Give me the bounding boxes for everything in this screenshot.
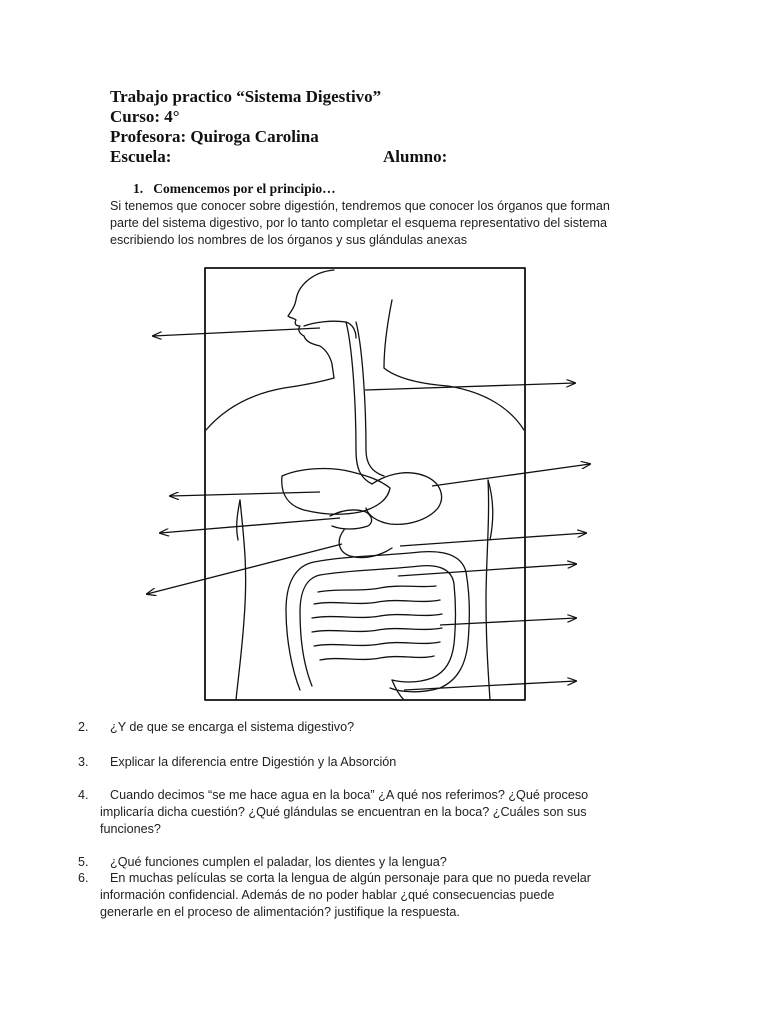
intro-line: Si tenemos que conocer sobre digestión, tendremos que conocer los órganos que forman (110, 199, 610, 213)
question-4 (0, 787, 768, 839)
stomach (366, 473, 442, 525)
question-number: 4. (78, 788, 89, 802)
teacher-label: Profesora: Quiroga Carolina (110, 127, 319, 146)
intro-line: escribiendo los nombres de los órganos y sus glándulas anexas (110, 233, 468, 247)
label-arrow-liver (170, 492, 320, 496)
label-arrow-stomach (432, 464, 590, 486)
duodenum (339, 530, 392, 558)
course-label: Curso: 4° (110, 107, 180, 126)
label-arrow-mouth (153, 328, 320, 336)
question-text: generarle en el proceso de alimentación? justifique la respuesta. (100, 905, 460, 919)
esophagus (356, 322, 384, 476)
neck-line (384, 300, 392, 368)
question-text: información confidencial. Además de no poder hablar ¿qué consecuencias puede (100, 888, 555, 902)
school-label: Escuela: (110, 147, 172, 166)
question-2 (0, 719, 768, 739)
small-intestine (312, 628, 442, 632)
intro-line: parte del sistema digestivo, por lo tanto completar el esquema representativo del sistema (110, 216, 608, 230)
small-intestine (314, 600, 440, 604)
torso-right (486, 480, 490, 700)
label-arrow-rectum (404, 681, 576, 690)
label-arrow-pancreas (400, 533, 586, 546)
question-text: ¿Qué funciones cumplen el paladar, los dientes y la lengua? (110, 855, 447, 869)
shoulder-right (384, 368, 524, 430)
worksheet-title: Trabajo practico “Sistema Digestivo” (110, 87, 382, 106)
liver (282, 469, 390, 515)
shoulder-left (206, 378, 334, 430)
diagram-frame (205, 268, 525, 700)
student-label: Alumno: (383, 147, 448, 166)
section-1-number: 1. (133, 181, 144, 196)
label-arrow-esophagus (365, 383, 575, 390)
question-6 (0, 870, 768, 922)
small-intestine (318, 586, 436, 592)
small-intestine (312, 614, 442, 618)
small-intestine (320, 656, 434, 660)
question-number: 3. (78, 755, 89, 769)
torso-left (237, 500, 240, 540)
large-intestine (300, 566, 456, 686)
section-1-title: Comencemos por el principio… (153, 181, 336, 196)
question-text: Cuando decimos “se me hace agua en la boca” ¿A qué nos referimos? ¿Qué proceso (110, 788, 589, 802)
small-intestine (314, 642, 440, 646)
question-text: ¿Y de que se encarga el sistema digestivo? (110, 720, 355, 734)
question-text: funciones? (100, 822, 161, 836)
question-number: 6. (78, 871, 89, 885)
question-3 (0, 754, 768, 774)
esophagus (346, 322, 372, 484)
question-text: En muchas películas se corta la lengua de algún personaje para que no pueda revelar (110, 871, 591, 885)
label-arrow-large-intestine (440, 618, 576, 625)
question-text: implicaría dicha cuestión? ¿Qué glándulas se encuentran en la boca? ¿Cuáles son sus (100, 805, 587, 819)
label-arrow-gallbladder (160, 518, 340, 533)
question-number: 2. (78, 720, 89, 734)
question-text: Explicar la diferencia entre Digestión y la Absorción (110, 755, 397, 769)
question-number: 5. (78, 855, 89, 869)
pancreas (330, 510, 372, 529)
